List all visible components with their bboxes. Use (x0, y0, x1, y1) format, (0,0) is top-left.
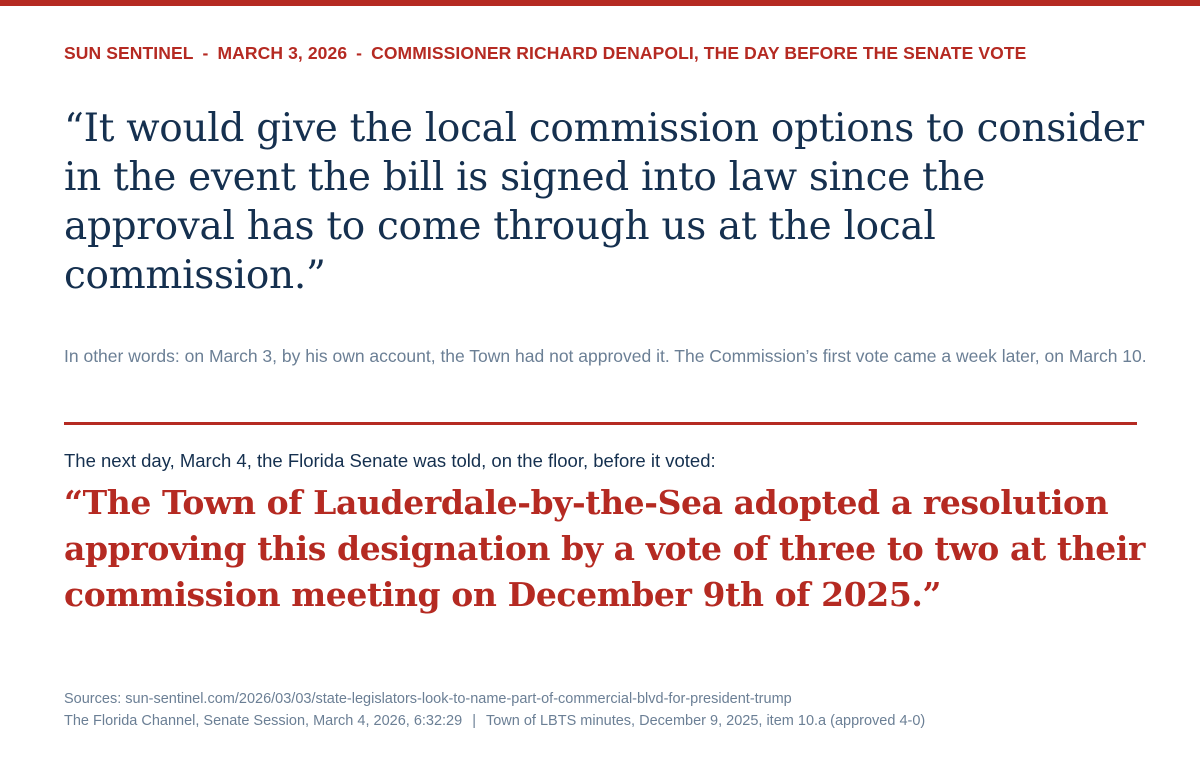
sources-block (64, 688, 1164, 732)
source-separator: | (472, 713, 476, 729)
sources-line-2 (64, 710, 1164, 732)
denapoli-quote: “It would give the local commission options to consider in the event the bill is signed into law since the approval has to come through us at the local commission.” (64, 106, 1144, 298)
source-lbts-minutes: Town of LBTS minutes, December 9, 2025, item 10.a (approved 4-0) (485, 713, 926, 729)
publication-name: SUN SENTINEL (64, 43, 194, 63)
senate-lead-in: The next day, March 4, the Florida Senate was told, on the floor, before it voted: (64, 450, 716, 471)
top-accent-bar (0, 0, 1200, 6)
section-divider (64, 422, 1137, 425)
senate-floor-quote: “The Town of Lauderdale-by-the-Sea adopted a resolution approving this designation by a vote of three to two at their commission meeting on December 9th of 2025.” (64, 483, 1146, 614)
source-florida-channel: The Florida Channel, Senate Session, March 4, 2026, 6:32:29 (64, 713, 463, 729)
commentary-text: In other words: on March 3, by his own account, the Town had not approved it. The Commission’s first vote came a week later, on March 10. (64, 346, 1147, 366)
kicker-line (64, 43, 1174, 64)
kicker-separator: - (202, 43, 209, 63)
publication-date: MARCH 3, 2026 (217, 43, 348, 63)
kicker-separator: - (356, 43, 363, 63)
sources-line-1: Sources: sun-sentinel.com/2026/03/03/state-legislators-look-to-name-part-of-commercial-blvd-for-president-trump (64, 691, 792, 707)
kicker-context: COMMISSIONER RICHARD DENAPOLI, THE DAY BEFORE THE SENATE VOTE (371, 43, 1027, 63)
